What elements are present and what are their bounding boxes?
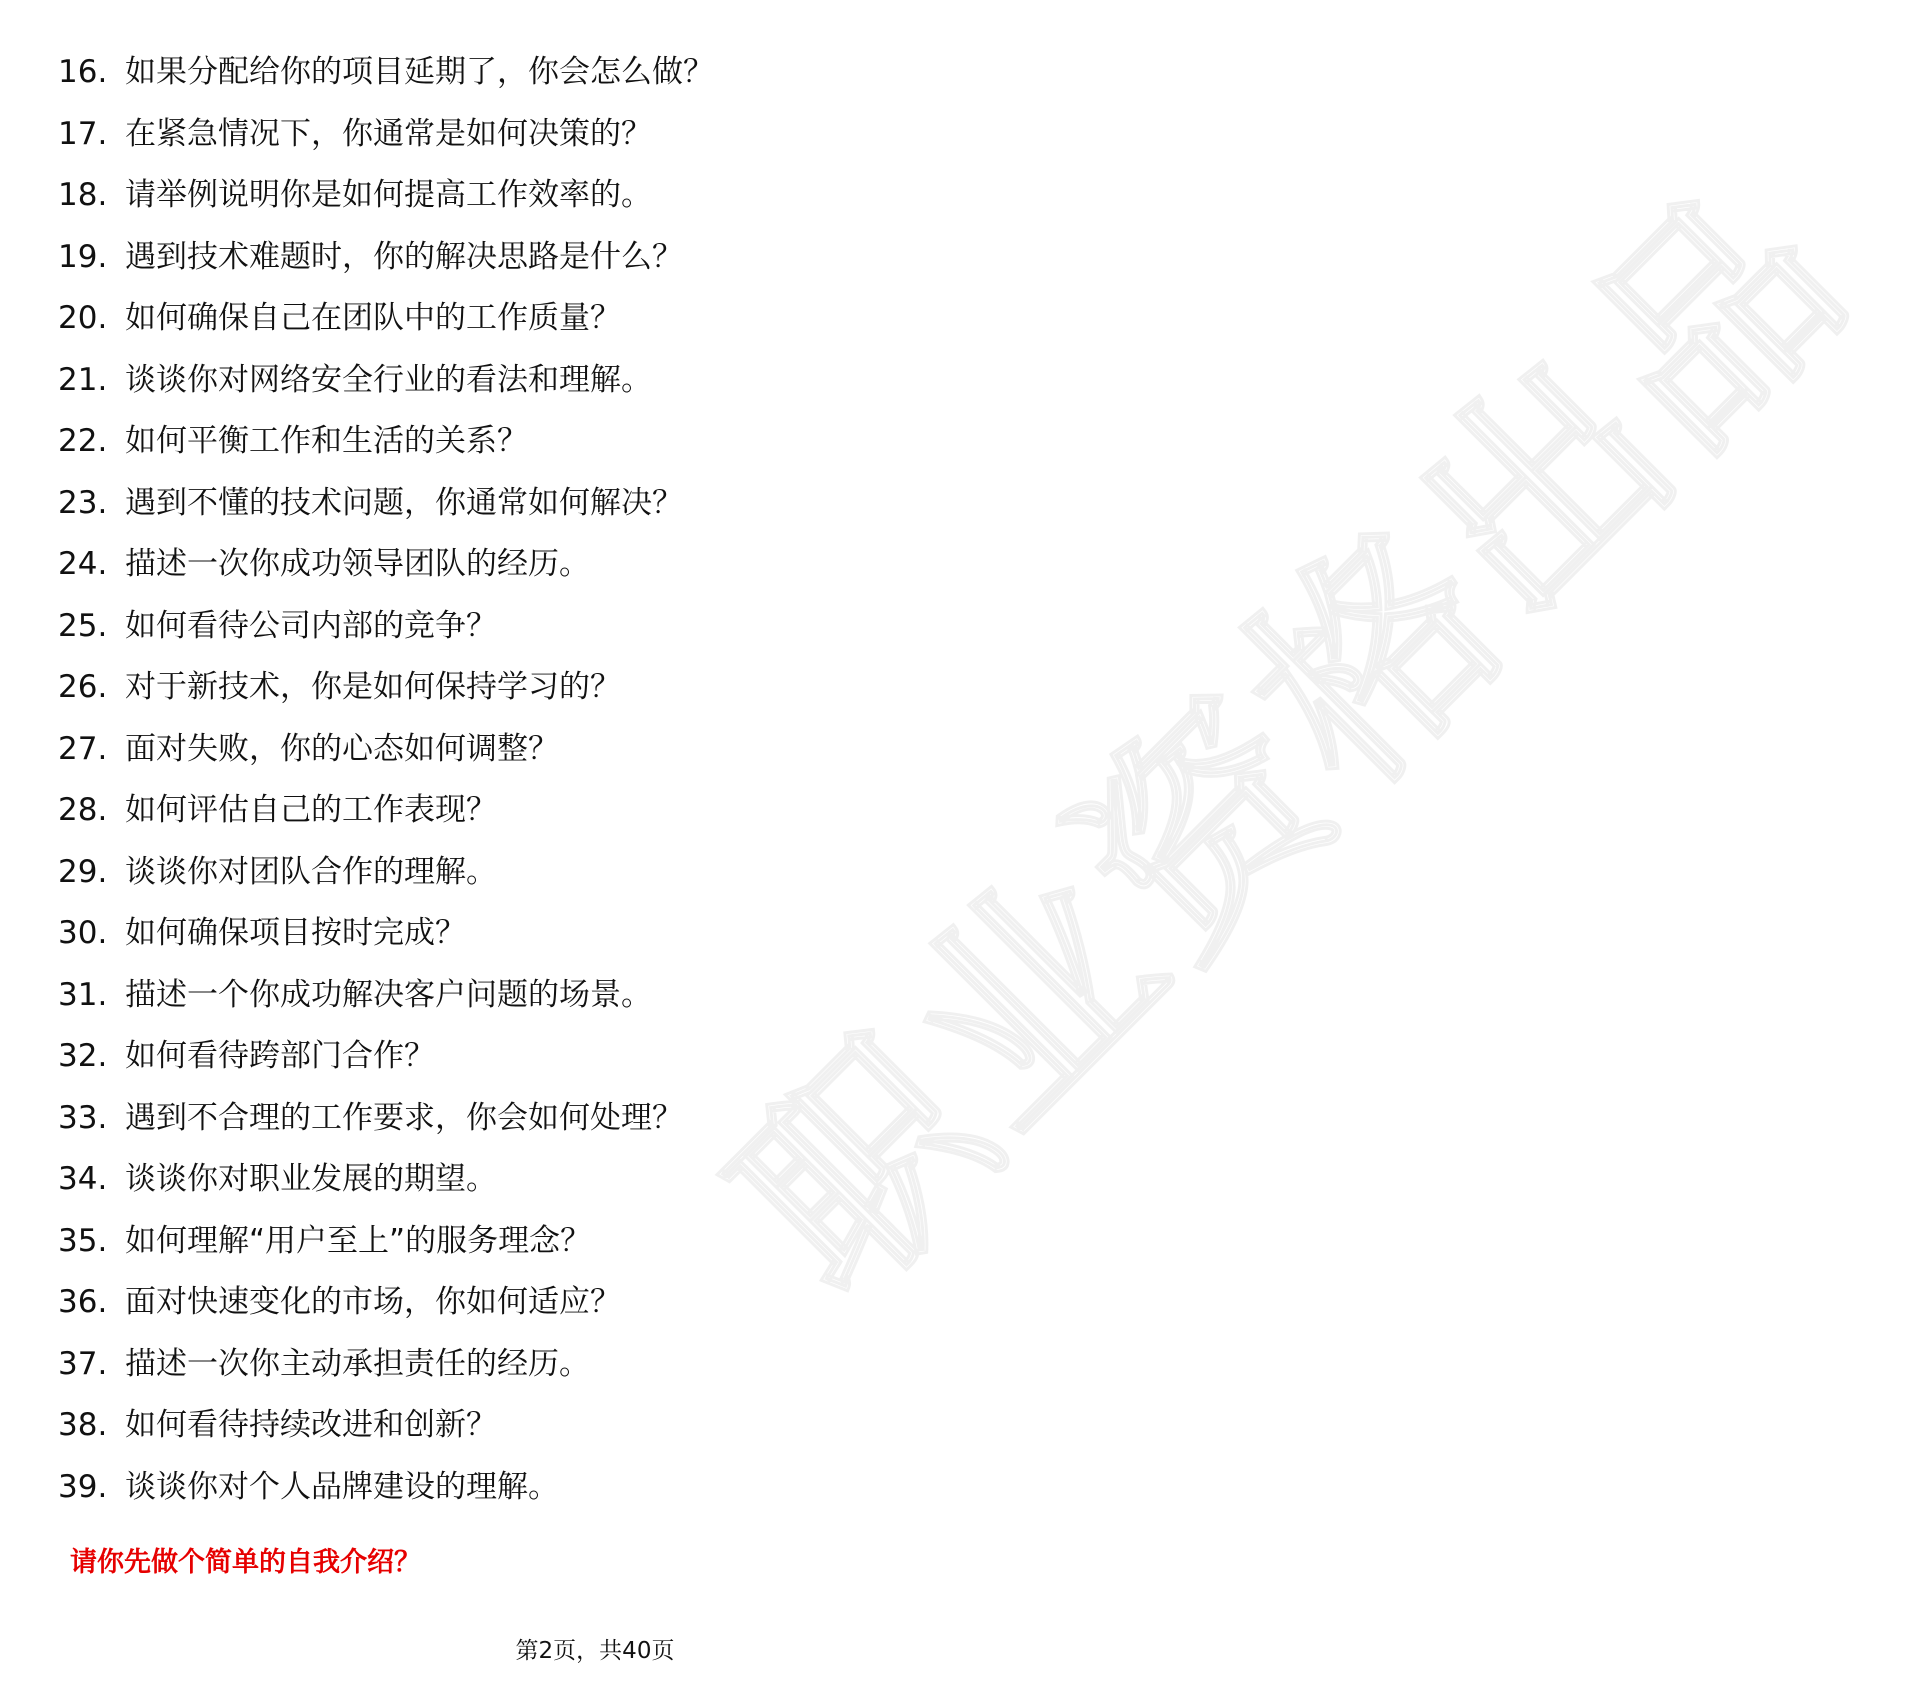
question-item <box>58 473 1058 535</box>
question-number: 28. <box>58 792 108 828</box>
question-item <box>58 165 1058 227</box>
question-item <box>58 1334 1058 1396</box>
question-text: 遇到不懂的技术问题，你通常如何解决？ <box>125 484 683 521</box>
question-item <box>58 288 1058 350</box>
question-item <box>58 534 1058 596</box>
question-item <box>58 42 1058 104</box>
question-item <box>58 227 1058 289</box>
question-text: 如何理解“用户至上”的服务理念？ <box>125 1222 592 1259</box>
question-item <box>58 1149 1058 1211</box>
question-text: 如何看待跨部门合作？ <box>125 1038 435 1074</box>
question-number: 33. <box>58 1099 108 1136</box>
question-item <box>58 780 1058 842</box>
question-number: 21. <box>58 361 108 398</box>
question-text: 如何看待公司内部的竞争？ <box>125 607 497 644</box>
question-text: 面对快速变化的市场，你如何适应？ <box>125 1284 621 1320</box>
question-number: 26. <box>58 669 108 705</box>
question-item <box>58 1457 1058 1519</box>
question-item <box>58 1272 1058 1334</box>
question-number: 36. <box>58 1284 108 1320</box>
question-text: 如何确保项目按时完成？ <box>125 915 466 951</box>
question-text: 如何平衡工作和生活的关系？ <box>125 423 528 459</box>
question-text: 描述一个你成功解决客户问题的场景。 <box>125 976 652 1013</box>
question-number: 29. <box>58 853 108 890</box>
question-number: 24. <box>58 546 108 582</box>
question-item <box>58 719 1058 781</box>
question-number: 39. <box>58 1468 108 1505</box>
question-number: 37. <box>58 1345 108 1382</box>
question-text: 谈谈你对职业发展的期望。 <box>125 1161 497 1197</box>
question-list <box>58 42 1058 1518</box>
question-text: 遇到不合理的工作要求，你会如何处理？ <box>125 1099 683 1136</box>
question-text: 如果分配给你的项目延期了，你会怎么做？ <box>125 54 714 90</box>
question-text: 描述一次你成功领导团队的经历。 <box>125 546 590 582</box>
question-number: 35. <box>58 1222 108 1259</box>
question-number: 17. <box>58 115 108 152</box>
question-item <box>58 842 1058 904</box>
question-number: 25. <box>58 607 108 644</box>
highlight-question: 请你先做个简单的自我介绍？ <box>70 1547 421 1578</box>
question-item <box>58 1395 1058 1457</box>
question-text: 在紧急情况下，你通常是如何决策的？ <box>125 115 652 152</box>
question-number: 38. <box>58 1407 108 1443</box>
question-number: 18. <box>58 177 108 213</box>
question-item <box>58 657 1058 719</box>
question-text: 请举例说明你是如何提高工作效率的。 <box>125 177 652 213</box>
question-text: 如何评估自己的工作表现？ <box>125 792 497 828</box>
question-text: 谈谈你对个人品牌建设的理解。 <box>125 1468 559 1505</box>
question-item <box>58 965 1058 1027</box>
question-text: 谈谈你对团队合作的理解。 <box>125 853 497 890</box>
question-item <box>58 596 1058 658</box>
question-text: 描述一次你主动承担责任的经历。 <box>125 1345 590 1382</box>
question-text: 谈谈你对网络安全行业的看法和理解。 <box>125 361 652 398</box>
question-item <box>58 1088 1058 1150</box>
question-number: 31. <box>58 976 108 1013</box>
question-number: 32. <box>58 1038 108 1074</box>
question-item <box>58 350 1058 412</box>
question-item <box>58 903 1058 965</box>
question-number: 22. <box>58 423 108 459</box>
question-item <box>58 411 1058 473</box>
watermark: 职业资格出品 <box>691 136 1899 1344</box>
question-item <box>58 104 1058 166</box>
question-item <box>58 1211 1058 1273</box>
question-number: 20. <box>58 300 108 336</box>
question-text: 如何确保自己在团队中的工作质量？ <box>125 300 621 336</box>
question-text: 对于新技术，你是如何保持学习的？ <box>125 669 621 705</box>
question-item <box>58 1026 1058 1088</box>
question-text: 如何看待持续改进和创新？ <box>125 1407 497 1443</box>
question-number: 30. <box>58 915 108 951</box>
question-text: 遇到技术难题时，你的解决思路是什么？ <box>125 238 683 275</box>
question-number: 34. <box>58 1161 108 1197</box>
question-text: 面对失败，你的心态如何调整？ <box>125 730 559 767</box>
page-footer: 第2页，共40页 <box>515 1638 675 1664</box>
question-number: 23. <box>58 484 108 521</box>
question-number: 16. <box>58 54 108 90</box>
question-number: 19. <box>58 238 108 275</box>
question-number: 27. <box>58 730 108 767</box>
